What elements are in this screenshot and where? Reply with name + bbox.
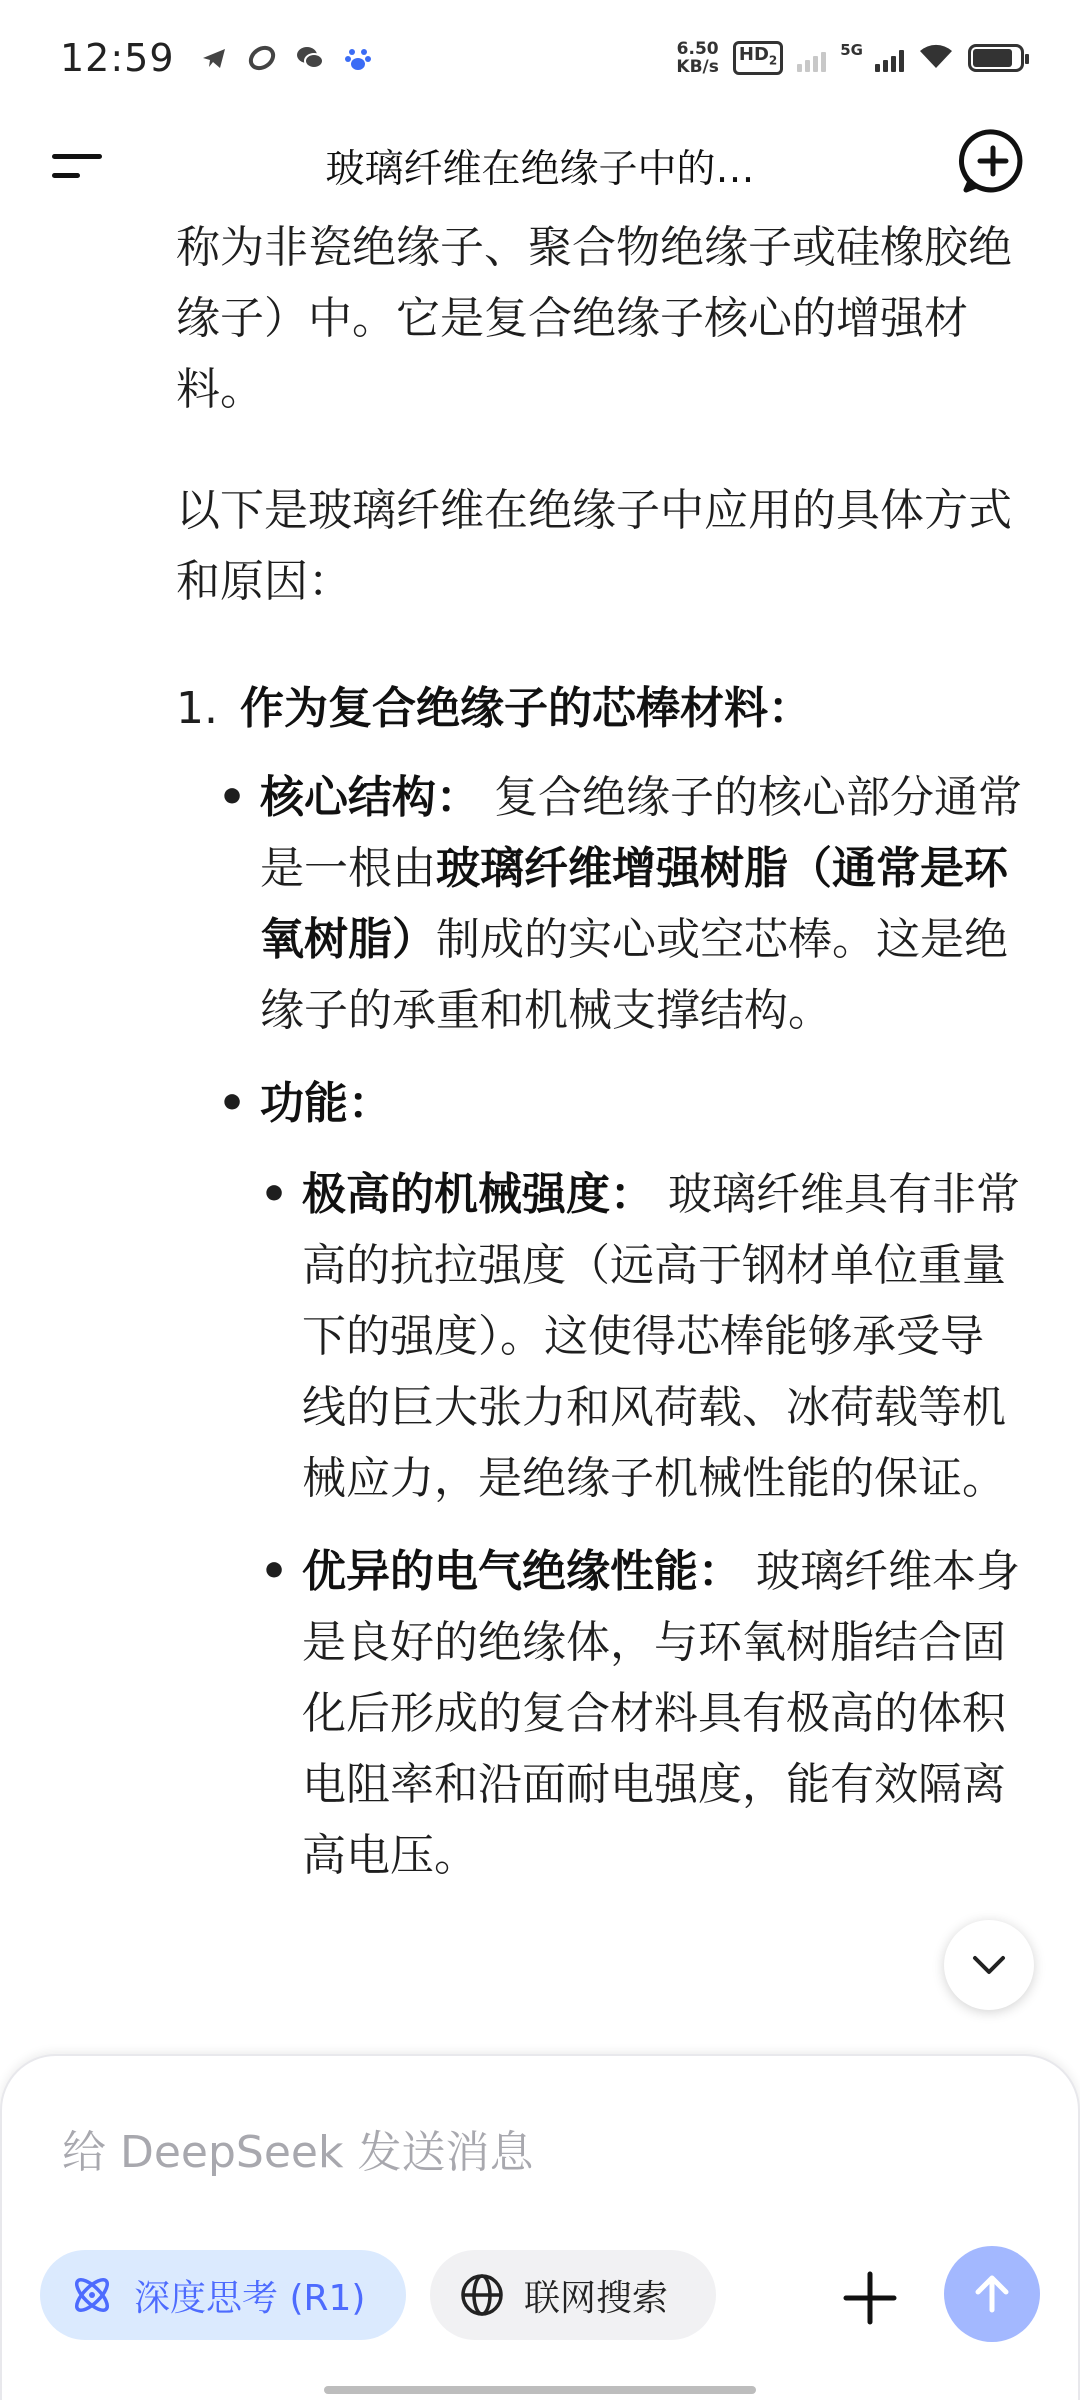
list-item-title: 作为复合绝缘子的芯棒材料：	[240, 683, 812, 734]
wifi-icon	[918, 42, 954, 74]
nested-bullet-list	[260, 1159, 1026, 1891]
list-item	[260, 1159, 1026, 1514]
hd-label: HD	[738, 44, 769, 66]
menu-button[interactable]	[52, 138, 112, 194]
system-status	[676, 40, 1024, 76]
new-chat-icon	[958, 126, 1028, 196]
list-item-text	[260, 762, 1026, 1046]
deep-think-toggle[interactable]	[40, 2250, 406, 2340]
list-item-label: 极高的机械强度：	[302, 1169, 654, 1220]
new-chat-button[interactable]	[958, 126, 1028, 196]
app-icon	[247, 43, 277, 73]
network-speed-value: 6.50	[676, 39, 719, 59]
wechat-icon	[295, 43, 325, 73]
signal-sim2-icon	[875, 44, 904, 72]
signal-sim1-icon	[797, 44, 826, 72]
bullet-icon: •	[218, 772, 247, 823]
status-bar	[0, 0, 1080, 116]
bullet-list	[218, 762, 1026, 1913]
list-number: 1.	[176, 683, 218, 734]
network-speed-unit: KB/s	[676, 57, 719, 77]
chat-title[interactable]: 玻璃纤维在绝缘子中的…	[325, 147, 755, 192]
network-speed	[676, 40, 718, 76]
baidu-icon	[343, 43, 373, 73]
telegram-icon	[199, 43, 229, 73]
menu-icon-line	[52, 154, 102, 159]
bullet-icon: •	[260, 1546, 289, 1597]
list-item-label: 功能：	[260, 1078, 392, 1129]
list-item	[260, 1536, 1026, 1891]
list-item-text	[302, 1536, 1026, 1891]
bullet-icon: •	[218, 1078, 247, 1129]
deep-think-label: 深度思考 (R1)	[134, 2277, 366, 2319]
list-item-text-part: 制成的实心或空芯棒。这是绝缘子的承重和机械支撑结构。	[260, 914, 1008, 1036]
globe-icon	[458, 2271, 506, 2319]
list-item	[218, 1068, 1026, 1913]
message-composer	[0, 2054, 1080, 2400]
send-button[interactable]	[944, 2246, 1040, 2342]
home-indicator[interactable]	[324, 2386, 756, 2394]
list-item-text-part: 复合绝缘子的核心部分通常是一根由	[260, 772, 1022, 894]
attach-button[interactable]	[840, 2268, 900, 2328]
chevron-down-icon	[969, 1953, 1009, 1977]
hd-sub: 2	[768, 53, 778, 68]
message-input[interactable]: 给 DeepSeek 发送消息	[62, 2127, 534, 2178]
list-item-text-part: 玻璃纤维具有非常高的抗拉强度（远高于钢材单位重量下的强度）。这使得芯棒能够承受导线的巨大张力和风荷载、冰荷载等机械应力，是绝缘子机械性能的保证。	[302, 1169, 1020, 1504]
atom-icon	[68, 2271, 116, 2319]
hd-voice-icon	[733, 41, 783, 75]
notification-icons	[199, 43, 373, 73]
app-header	[0, 116, 1080, 216]
battery-icon	[968, 44, 1024, 72]
battery-level	[973, 49, 1012, 67]
ordered-list-item	[176, 673, 1026, 1935]
network-type: 5G	[840, 41, 863, 59]
list-item-text-part: 玻璃纤维本身是良好的绝缘体，与环氧树脂结合固化后形成的复合材料具有极高的体积电阻率和沿面耐电强度，能有效隔离高电压。	[302, 1546, 1020, 1881]
list-item-emphasis: 玻璃纤维增强树脂（通常是环氧树脂）	[260, 843, 1008, 965]
list-item	[218, 762, 1026, 1046]
list-item-label: 优异的电气绝缘性能：	[302, 1546, 742, 1597]
web-search-toggle[interactable]	[430, 2250, 716, 2340]
arrow-up-icon	[968, 2270, 1016, 2318]
status-time: 12:59	[60, 36, 175, 80]
message-paragraph: 称为非瓷绝缘子、聚合物绝缘子或硅橡胶绝缘子）中。它是复合绝缘子核心的增强材料。	[176, 222, 1012, 415]
web-search-label: 联网搜索	[524, 2277, 669, 2319]
scroll-to-bottom-button[interactable]	[944, 1920, 1034, 2010]
bullet-icon: •	[260, 1169, 289, 1220]
list-item-text	[302, 1159, 1026, 1514]
list-item-label: 核心结构：	[260, 772, 480, 823]
message-paragraph: 以下是玻璃纤维在绝缘子中应用的具体方式和原因：	[176, 485, 1012, 607]
menu-icon-line	[52, 173, 80, 178]
plus-icon	[840, 2268, 900, 2328]
assistant-message	[176, 212, 1026, 2052]
